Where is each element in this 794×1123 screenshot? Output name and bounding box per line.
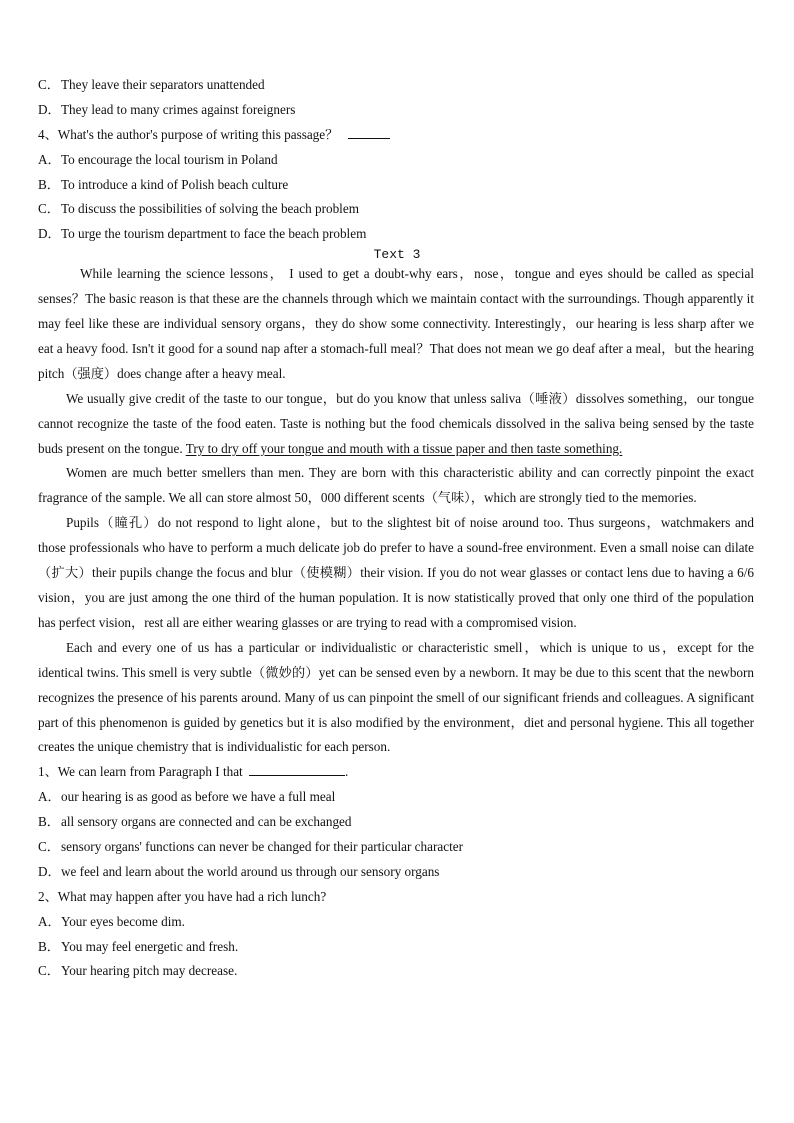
question-2 [38, 885, 758, 910]
option-text: To encourage the local tourism in Poland [61, 151, 278, 167]
question-number: 4、 [38, 126, 58, 142]
question-text: We can learn from Paragraph I that [57, 764, 243, 780]
option-c [38, 197, 758, 222]
answer-blank [348, 127, 390, 139]
question-text: What may happen after you have had a rich lunch? [57, 888, 327, 904]
underlined-sentence: Try to dry off your tongue and mouth with a tissue paper and then taste something. [185, 440, 623, 456]
option-text: To introduce a kind of Polish beach culture [61, 176, 289, 192]
option-letter: B． [38, 814, 60, 830]
question-number: 1、 [38, 764, 58, 780]
answer-blank [249, 764, 345, 776]
option-letter: B． [38, 176, 60, 192]
option-letter: A． [38, 151, 61, 167]
section-heading: Text 3 [373, 247, 421, 263]
option-letter: B． [38, 938, 60, 954]
option-c [38, 959, 758, 984]
paragraph-3: Women are much better smellers than men. They are born with this characteristic ability and can correctly pinpoint the exact fragrance of the sample. We all can store almost 50，000 different scents（气味），which are strongly tied to the memories. [38, 465, 754, 506]
option-text: all sensory organs are connected and can be exchanged [61, 814, 352, 830]
option-text: we feel and learn about the world around us through our sensory organs [61, 863, 440, 879]
option-letter: A． [38, 789, 61, 805]
option-d [38, 98, 758, 123]
question-4 [38, 123, 758, 148]
option-text: To urge the tourism department to face the beach problem [61, 226, 367, 242]
option-c [38, 73, 758, 98]
paragraph-4: Pupils（瞳孔）do not respond to light alone，but to the slightest bit of noise around too. Thus surgeons，watchmakers and those professionals who have to perform a much delicate job do prefer to have a sound-free environment. Even a small noise can dilate（扩大）their pupils change the focus and blur（使模糊）their vision. If you do not wear glasses or contact lens due to having a 6/6 vision，you are just among the one third of the human population. It is now statistically proved that only one third of the population has perfect vision，rest all are either wearing glasses or are trying to read with a compromised vision. [38, 515, 754, 630]
paragraph-text: We usually give credit of the taste to our tongue，but do you know that unless saliva（唾液）dissolves something，our tongue cannot recognize the taste of the food eaten. Taste is nothing but the food chemicals dissolved in the saliva being sensed by the taste buds present on the tongue. [38, 390, 754, 456]
option-letter: C． [38, 77, 60, 92]
option-letter: D． [38, 101, 61, 117]
option-letter: A． [38, 913, 61, 929]
option-letter: C． [38, 201, 60, 217]
option-text: Your hearing pitch may decrease. [61, 963, 238, 979]
option-letter: D． [38, 226, 61, 242]
option-letter: C． [38, 839, 60, 855]
option-text: our hearing is as good as before we have a full meal [61, 789, 336, 805]
option-a [38, 785, 758, 810]
option-text: To discuss the possibilities of solving the beach problem [61, 201, 359, 217]
option-letter: C． [38, 963, 60, 979]
option-b [38, 173, 758, 198]
question-1 [38, 760, 758, 785]
option-a [38, 148, 758, 173]
question-number: 2、 [38, 888, 58, 904]
paragraph-2 [38, 387, 754, 462]
document-page [38, 73, 758, 984]
option-text: sensory organs' functions can never be changed for their particular character [61, 839, 463, 855]
option-b [38, 810, 758, 835]
option-text: You may feel energetic and fresh. [61, 938, 239, 954]
option-c [38, 835, 758, 860]
question-text: What's the author's purpose of writing this passage？ [57, 126, 339, 142]
option-text: Your eyes become dim. [61, 913, 185, 929]
option-text: They leave their separators unattended [61, 77, 265, 92]
option-d [38, 222, 758, 247]
option-a [38, 910, 758, 935]
paragraph-1: While learning the science lessons， I used to get a doubt-why ears，nose，tongue and eyes should be called as special senses？The basic reason is that these are the channels through which we maintain contact with the surroundings. Though apparently it may feel like these are individual sensory organs，they do show some connectivity. Interestingly，our hearing is less sharp after we eat a heavy food. Isn't it good for a sound nap after a stomach-full meal？That does not mean we go deaf after a meal，but the hearing pitch（强度）does change after a heavy meal. [38, 266, 754, 381]
option-text: They lead to many crimes against foreigners [61, 101, 296, 117]
paragraph-5: Each and every one of us has a particular or individualistic or characteristic smell，which is unique to us，except for the identical twins. This smell is very subtle（微妙的）yet can be sensed even by a newborn. It may be due to this scent that the newborn recognizes the presence of his parents around. Many of us can pinpoint the smell of our significant friends and colleagues. A significant part of this phenomenon is guided by genetics but it is also modified by the environment，diet and personal hygiene. This all together creates the unique chemistry that is individualistic for each person. [38, 639, 754, 755]
option-b [38, 935, 758, 960]
option-d [38, 860, 758, 885]
question-suffix: . [345, 764, 349, 780]
option-letter: D． [38, 863, 61, 879]
